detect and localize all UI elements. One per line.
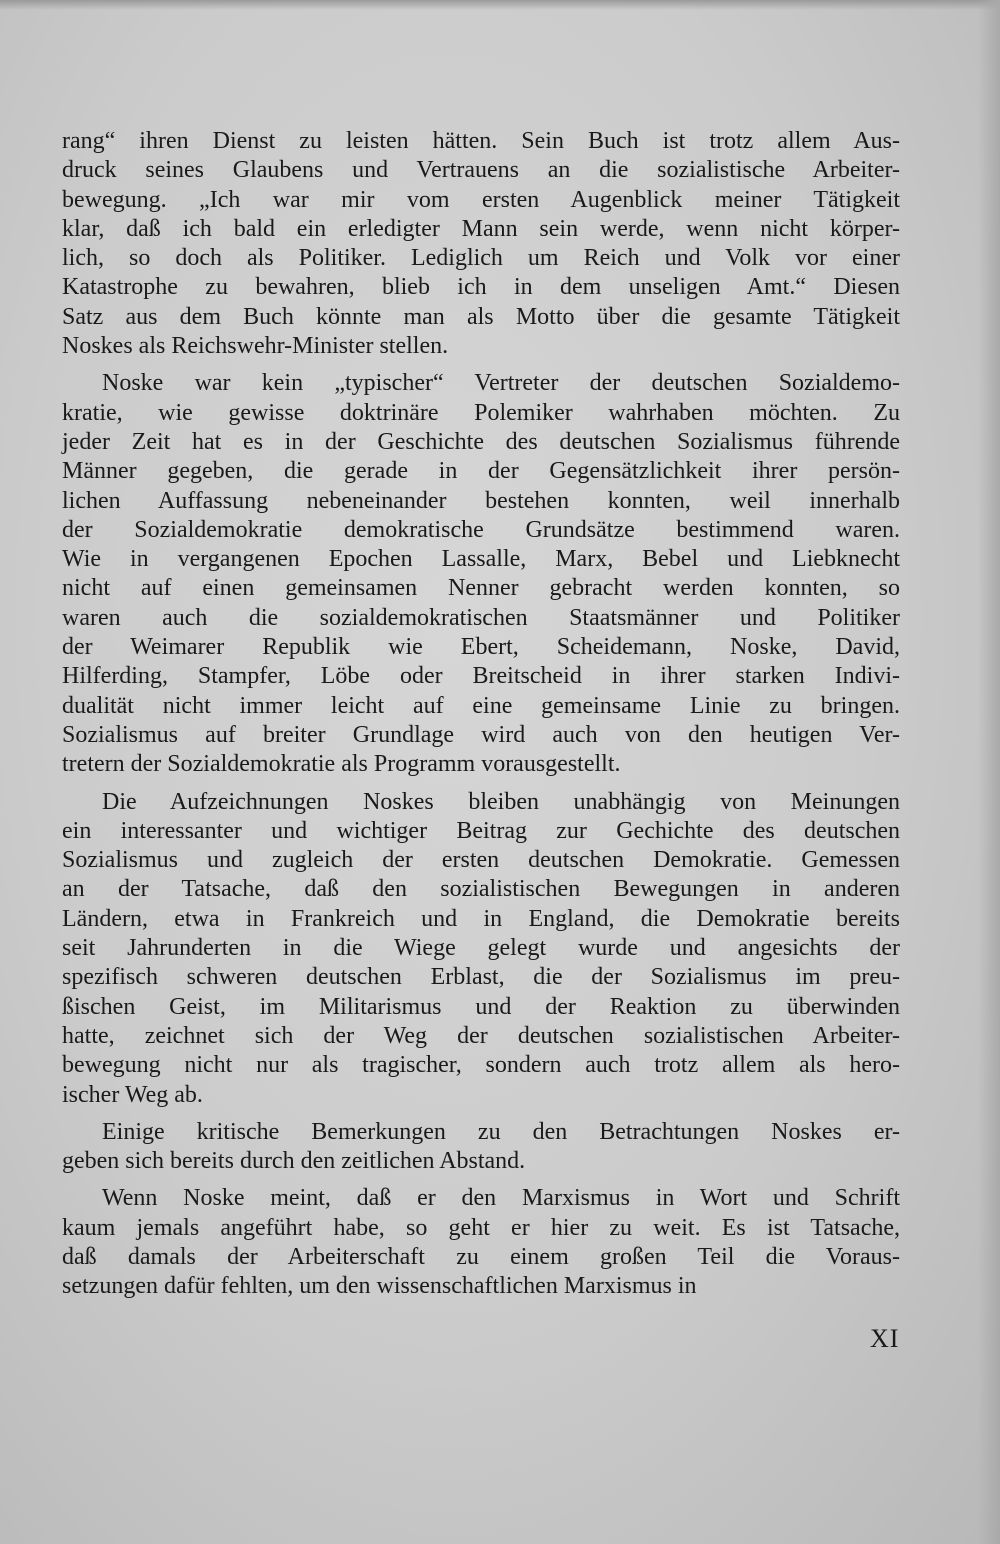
text-line: kaum jemals angeführt habe, so geht er hier zu weit. Es ist Tatsache,	[62, 1214, 900, 1241]
text-line: Noskes als Reichswehr-Minister stellen.	[62, 333, 449, 360]
text-line: Wie in vergangenen Epochen Lassalle, Marx, Bebel und Liebknecht	[62, 546, 900, 573]
text-line: kratie, wie gewisse doktrinäre Polemiker wahrhaben möchten. Zu	[62, 399, 900, 426]
text-line: nicht auf einen gemeinsamen Nenner gebracht werden konnten, so	[62, 575, 900, 602]
text-line: Ländern, etwa in Frankreich und in England, die Demokratie bereits	[62, 905, 900, 932]
text-line: ein interessanter und wichtiger Beitrag zur Gechichte des deutschen	[62, 817, 900, 844]
text-line: Die Aufzeichnungen Noskes bleiben unabhängig von Meinungen	[102, 788, 900, 815]
text-line: ischer Weg ab.	[62, 1081, 203, 1108]
text-line: Männer gegeben, die gerade in der Gegensätzlichkeit ihrer persön-	[62, 458, 900, 485]
paragraph-gap	[62, 1110, 900, 1118]
text-line: Noske war kein „typischer“ Vertreter der deutschen Sozialdemo-	[102, 370, 900, 397]
paragraph	[62, 1184, 900, 1301]
text-line: lich, so doch als Politiker. Lediglich um Reich und Volk vor einer	[62, 245, 900, 272]
text-line: Sozialismus und zugleich der ersten deutschen Demokratie. Gemessen	[62, 847, 900, 874]
text-line: Sozialismus auf breiter Grundlage wird auch von den heutigen Ver-	[62, 721, 900, 748]
text-line: hatte, zeichnet sich der Weg der deutschen sozialistischen Arbeiter-	[62, 1022, 900, 1049]
text-line: rang“ ihren Dienst zu leisten hätten. Sein Buch ist trotz allem Aus-	[62, 128, 900, 154]
paragraph-gap	[62, 780, 900, 788]
text-line: Hilferding, Stampfer, Löbe oder Breitscheid in ihrer starken Indivi-	[62, 663, 900, 690]
text-line: daß damals der Arbeiterschaft zu einem großen Teil die Voraus-	[62, 1243, 900, 1270]
text-line: tretern der Sozialdemokratie als Programm vorausgestellt.	[62, 751, 621, 778]
text-line: Wenn Noske meint, daß er den Marxismus in Wort und Schrift	[102, 1185, 900, 1212]
text-line: an der Tatsache, daß den sozialistischen Bewegungen in anderen	[62, 876, 900, 903]
page-right-edge	[978, 0, 1000, 1544]
body-text	[62, 127, 900, 1302]
paragraph	[62, 369, 900, 779]
text-line: waren auch die sozialdemokratischen Staatsmänner und Politiker	[62, 604, 900, 631]
paragraph	[62, 1118, 900, 1177]
paragraph-gap	[62, 361, 900, 369]
paragraph	[62, 127, 900, 361]
page-number: XI	[870, 1324, 900, 1353]
text-line: dualität nicht immer leicht auf eine gemeinsame Linie zu bringen.	[62, 692, 900, 719]
text-line: lichen Auffassung nebeneinander bestehen konnten, weil innerhalb	[62, 487, 900, 514]
paragraph-gap	[62, 1176, 900, 1184]
text-line: bewegung. „Ich war mir vom ersten Augenblick meiner Tätigkeit	[62, 186, 900, 213]
text-line: der Sozialdemokratie demokratische Grundsätze bestimmend waren.	[62, 516, 900, 543]
text-line: ßischen Geist, im Militarismus und der Reaktion zu überwinden	[62, 993, 900, 1020]
text-line: der Weimarer Republik wie Ebert, Scheidemann, Noske, David,	[62, 634, 900, 661]
text-line: Einige kritische Bemerkungen zu den Betrachtungen Noskes er-	[102, 1118, 900, 1145]
text-line: bewegung nicht nur als tragischer, sondern auch trotz allem als hero-	[62, 1052, 900, 1079]
text-line: geben sich bereits durch den zeitlichen Abstand.	[62, 1148, 526, 1175]
text-line: jeder Zeit hat es in der Geschichte des deutschen Sozialismus führende	[62, 428, 900, 455]
text-line: setzungen dafür fehlten, um den wissenschaftlichen Marxismus in	[62, 1273, 697, 1300]
text-line: seit Jahrunderten in die Wiege gelegt wurde und angesichts der	[62, 935, 900, 962]
text-line: klar, daß ich bald ein erledigter Mann sein werde, wenn nicht körper-	[62, 215, 900, 242]
text-line: Satz aus dem Buch könnte man als Motto über die gesamte Tätigkeit	[62, 303, 900, 330]
paragraph	[62, 788, 900, 1110]
text-line: Katastrophe zu bewahren, blieb ich in dem unseligen Amt.“ Diesen	[62, 274, 900, 301]
page-top-edge	[0, 0, 1000, 10]
text-line: spezifisch schweren deutschen Erblast, die der Sozialismus im preu-	[62, 964, 900, 991]
text-line: druck seines Glaubens und Vertrauens an die sozialistische Arbeiter-	[62, 157, 900, 184]
